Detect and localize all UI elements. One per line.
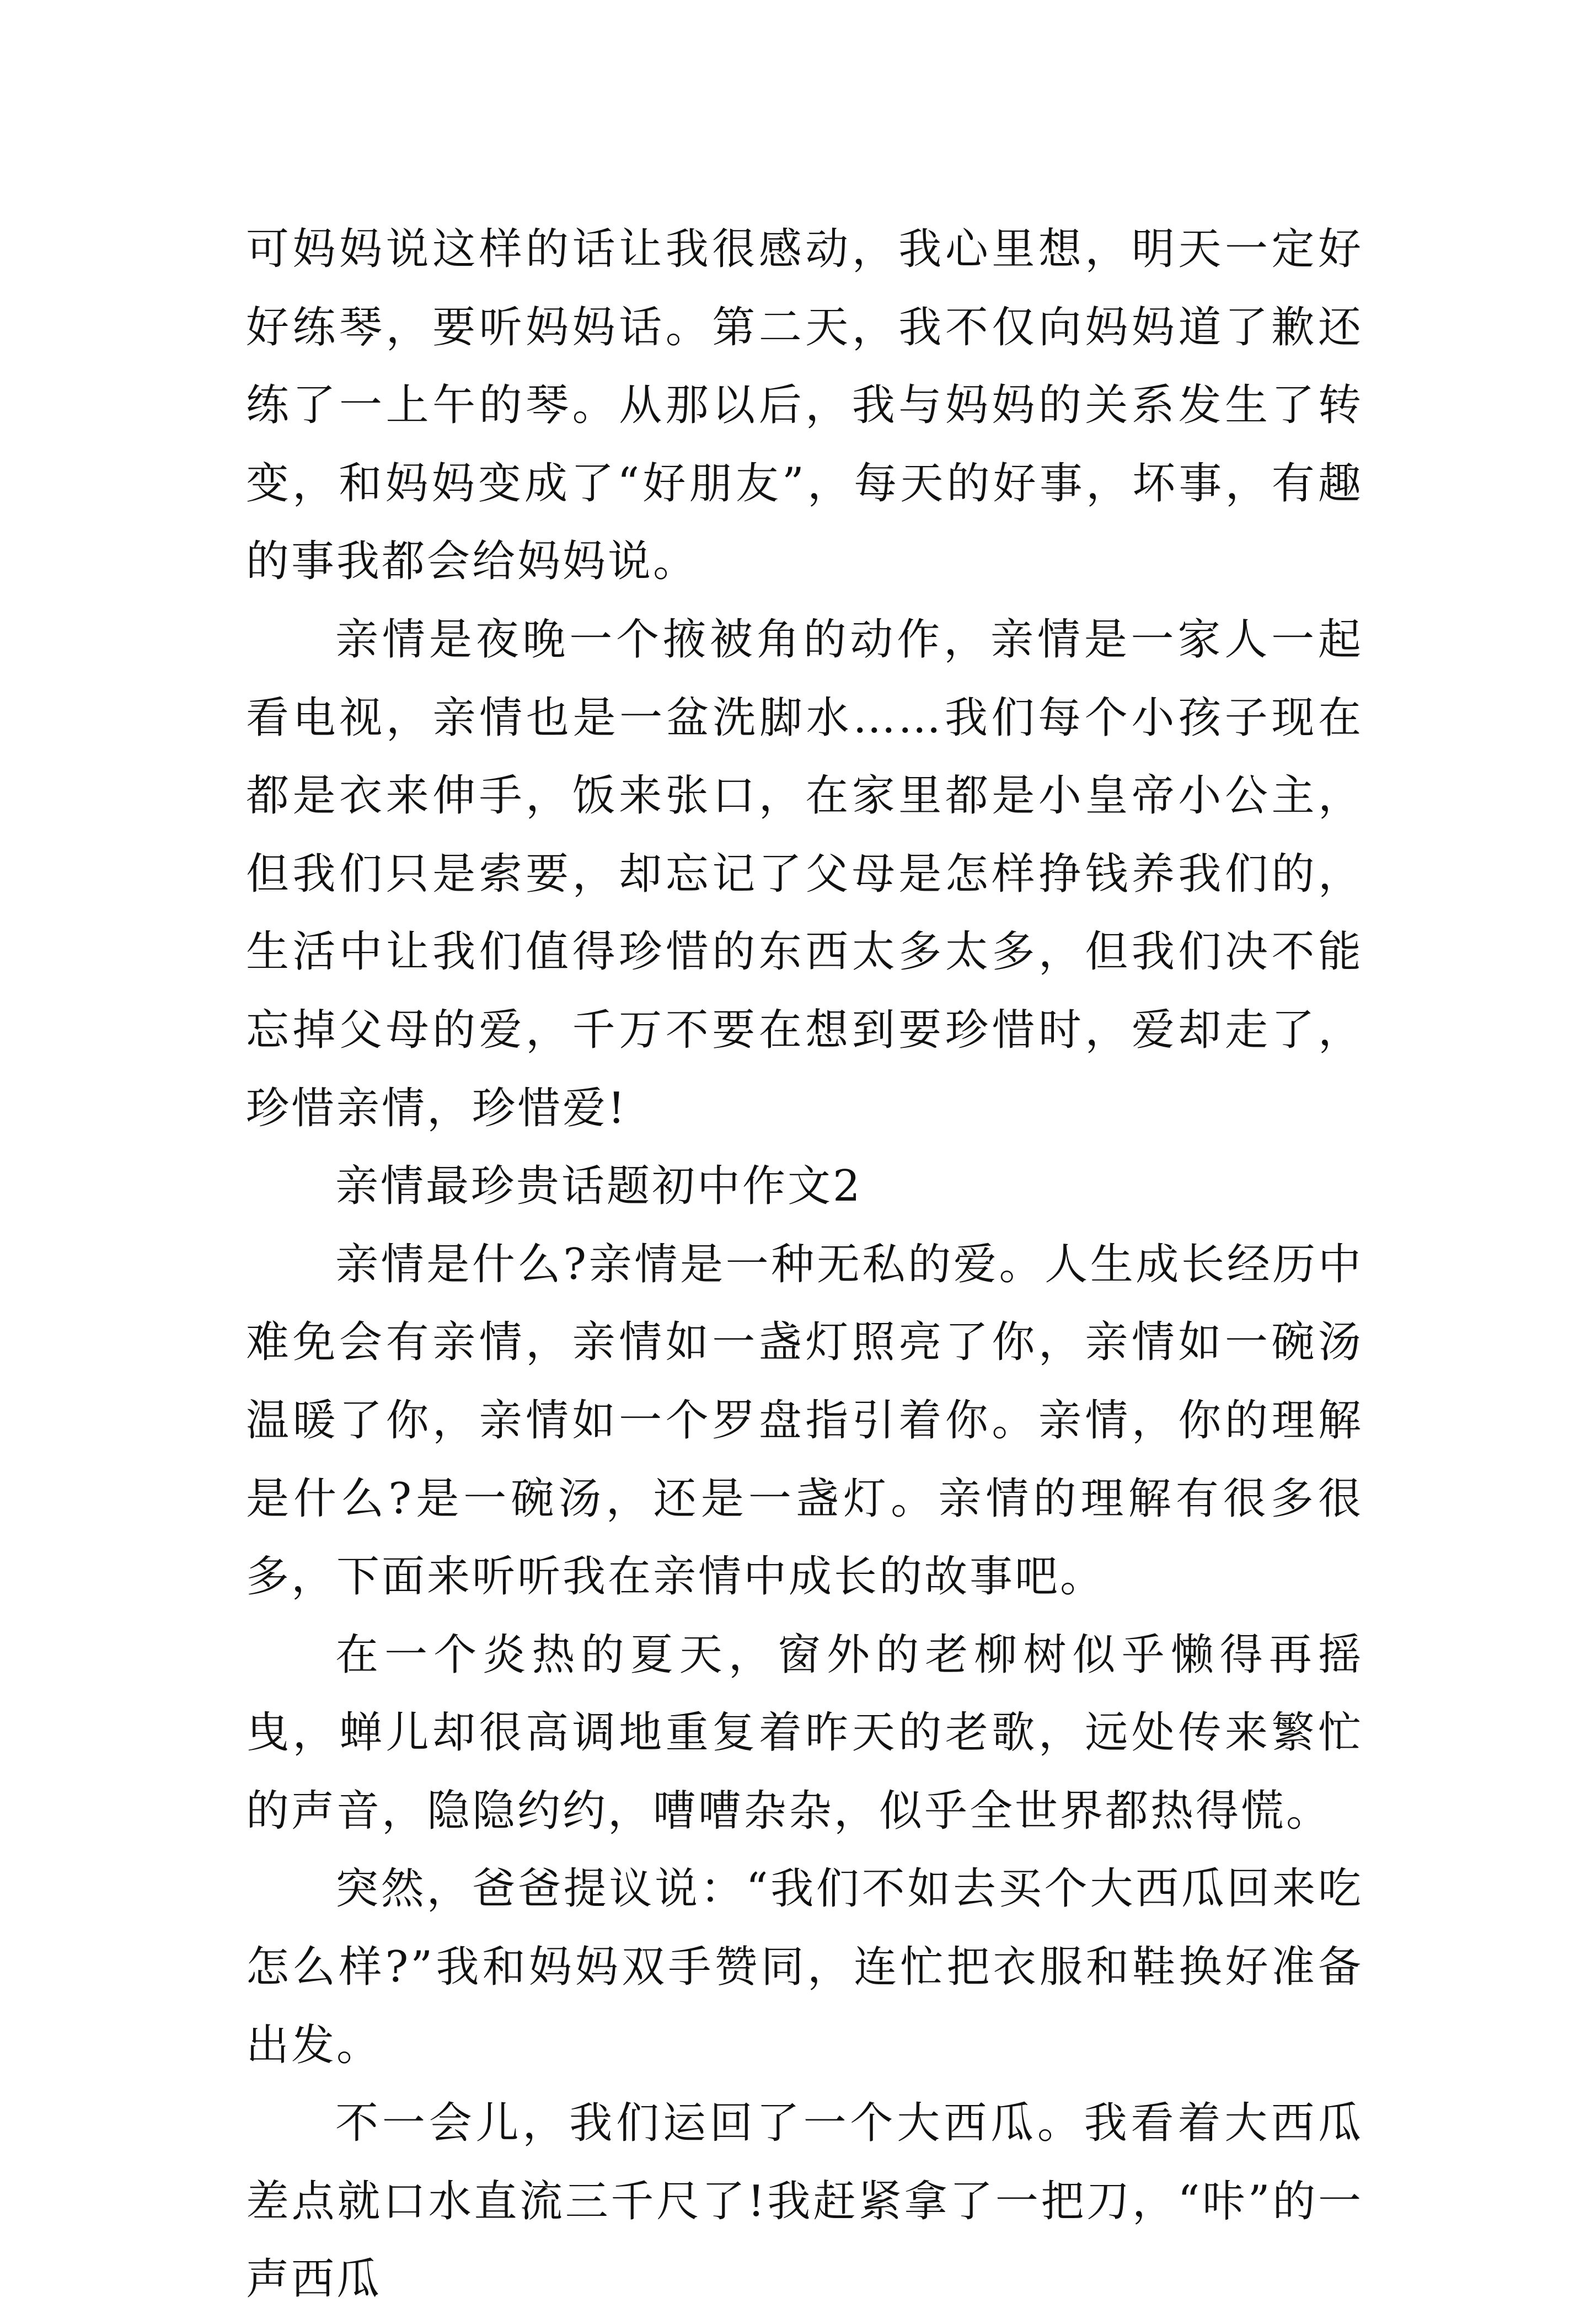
paragraph-3: 亲情是什么?亲情是一种无私的爱。人生成长经历中难免会有亲情，亲情如一盏灯照亮了你，亲情如一碗汤温暖了你，亲情如一个罗盘指引着你。亲情，你的理解是什么?是一碗汤，还是一盏灯。亲情的理解有很多很多，下面来听听我在亲情中成长的故事吧。 xyxy=(246,1239,1363,1602)
paragraph-6: 不一会儿，我们运回了一个大西瓜。我看着大西瓜差点就口水直流三千尺了!我赶紧拿了一把刀，“咔”的一声西瓜 xyxy=(246,2098,1363,2305)
document-body xyxy=(246,211,1363,2319)
paragraph-2: 亲情是夜晚一个掖被角的动作，亲情是一家人一起看电视，亲情也是一盆洗脚水……我们每个小孩子现在都是衣来伸手，饭来张口，在家里都是小皇帝小公主，但我们只是索要，却忘记了父母是怎样挣钱养我们的，生活中让我们值得珍惜的东西太多太多，但我们决不能忘掉父母的爱，千万不要在想到要珍惜时，爱却走了，珍惜亲情，珍惜爱! xyxy=(246,614,1363,1133)
paragraph-4: 在一个炎热的夏天，窗外的老柳树似乎懒得再摇曳，蝉儿却很高调地重复着昨天的老歌，远处传来繁忙的声音，隐隐约约，嘈嘈杂杂，似乎全世界都热得慌。 xyxy=(246,1630,1363,1836)
paragraph-1: 可妈妈说这样的话让我很感动，我心里想，明天一定好好练琴，要听妈妈话。第二天，我不仅向妈妈道了歉还练了一上午的琴。从那以后，我与妈妈的关系发生了转变，和妈妈变成了“好朋友”，每天的好事，坏事，有趣的事我都会给妈妈说。 xyxy=(246,224,1363,587)
paragraph-5: 突然，爸爸提议说：“我们不如去买个大西瓜回来吃怎么样?”我和妈妈双手赞同，连忙把衣服和鞋换好准备出发。 xyxy=(246,1864,1363,2070)
section-heading: 亲情最珍贵话题初中作文2 xyxy=(335,1161,863,1212)
